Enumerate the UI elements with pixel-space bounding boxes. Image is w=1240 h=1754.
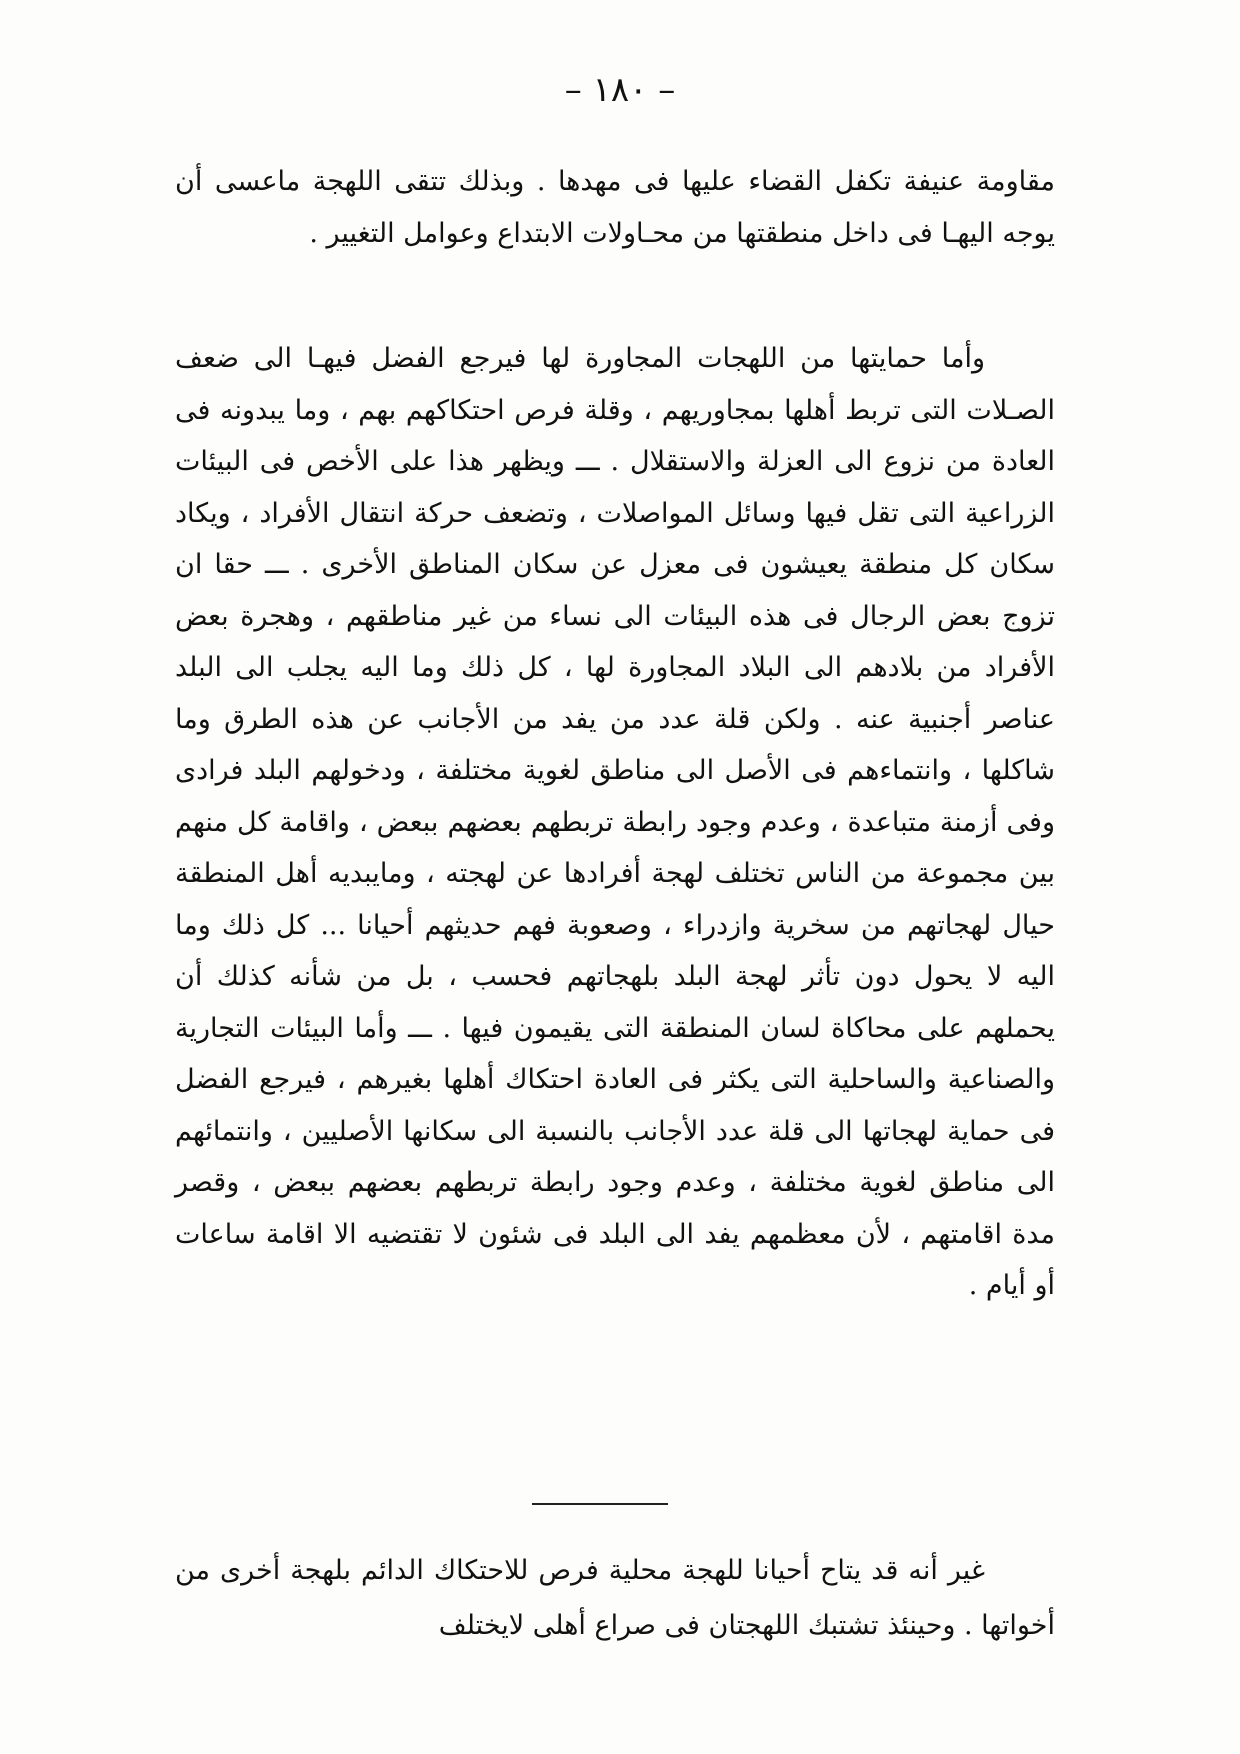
paragraph-1: مقاومة عنيفة تكفل القضاء عليها فى مهدها . وبذلك تتقى اللهجة ماعسى أن يوجه اليهـا فى داخل منطقتها من محـاولات الابتداع وعوامل التغيير . [175, 166, 1055, 249]
paragraph-2: وأما حمايتها من اللهجات المجاورة لها فيرجع الفضل فيهـا الى ضعف الصـلات التى تربط أهلها بمجاوريهم ، وقلة فرص احتكاكهم بهم ، وما يبدونه فى العادة من نزوع الى العزلة والاستقلال . ـــ ويظهر هذا على الأخص فى البيئات الزراعية التى تقل فيها وسائل المواصلات ، وتضعف حركة انتقال الأفراد ، ويكاد سكان كل منطقة يعيشون فى معزل عن سكان المناطق الأخرى . ـــ حقا ان تزوج بعض الرجال فى هذه البيئات الى نساء من غير مناطقهم ، وهجرة بعض الأفراد من بلادهم الى البلاد المجاورة لها ، كل ذلك وما اليه يجلب الى البلد عناصر أجنبية عنه . ولكن قلة عدد من يفد من الأجانب عن هذه الطرق وما شاكلها ، وانتماءهم فى الأصل الى مناطق لغوية مختلفة ، ودخولهم البلد فرادى وفى أزمنة متباعدة ، وعدم وجود رابطة تربطهم بعضهم ببعض ، واقامة كل منهم بين مجموعة من الناس تختلف لهجة أفرادها عن لهجته ، ومايبديه أهل المنطقة حيال لهجاتهم من سخرية وازدراء ، وصعوبة فهم حديثهم أحيانا ... كل ذلك وما اليه لا يحول دون تأثر لهجة البلد بلهجاتهم فحسب ، بل من شأنه كذلك أن يحملهم على محاكاة لسان المنطقة التى يقيمون فيها . ـــ وأما البيئات التجارية والصناعية والساحلية التى يكثر فى العادة احتكاك أهلها بغيرهم ، فيرجع الفضل فى حماية لهجاتها الى قلة عدد الأجانب بالنسبة الى سكانها الأصليين ، وانتمائهم الى مناطق لغوية مختلفة ، وعدم وجود رابطة تربطهم بعضهم ببعض ، وقصر مدة اقامتهم ، لأن معظمهم يفد الى البلد فى شئون لا تقتضيه الا اقامة ساعات أو أيام . [175, 343, 1055, 1301]
footnote-separator [532, 1503, 668, 1505]
page-number: – ١٨٠ – [564, 70, 676, 110]
footnote-text: غير أنه قد يتاح أحيانا للهجة محلية فرص للاحتكاك الدائم بلهجة أخرى من أخواتها . وحينئذ تشتبك اللهجتان فى صراع أهلى لايختلف [175, 1555, 1055, 1641]
